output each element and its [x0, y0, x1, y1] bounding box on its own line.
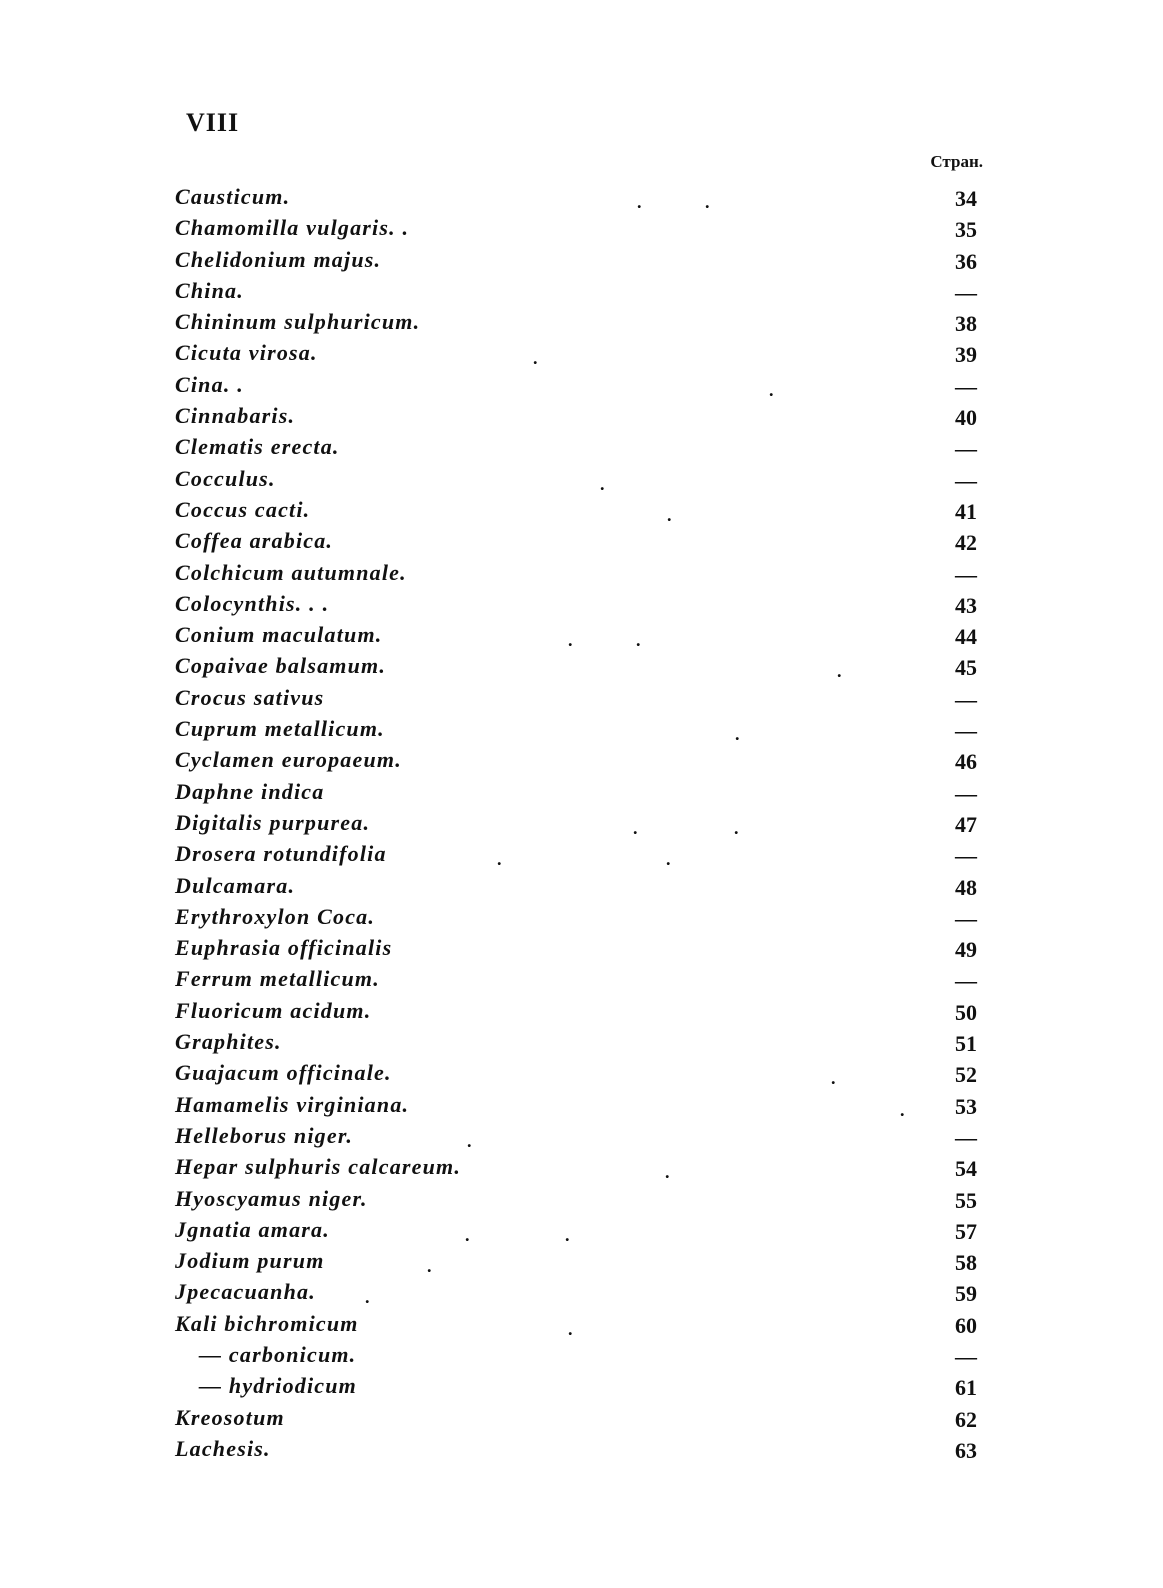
leader-dot: . — [900, 1099, 905, 1120]
list-item — [175, 1214, 985, 1245]
entry-page-number: — — [955, 905, 977, 931]
entry-page-number: 41 — [955, 498, 977, 524]
entry-name: China. — [175, 277, 244, 303]
entry-page-number: 53 — [955, 1093, 977, 1119]
list-item — [175, 463, 985, 494]
leader-dot: . — [633, 817, 638, 838]
leader-dot: . — [666, 849, 671, 870]
list-item — [175, 181, 985, 212]
list-item — [175, 337, 985, 368]
list-item — [175, 932, 985, 963]
table-of-contents — [175, 181, 985, 1464]
list-item — [175, 1370, 985, 1401]
list-item — [175, 244, 985, 275]
entry-name: Coffea arabica. — [175, 528, 334, 554]
leader-dot: . — [637, 192, 642, 212]
entry-page-number: 43 — [955, 592, 977, 618]
list-item — [175, 744, 985, 775]
leader-dot: . — [636, 630, 641, 651]
list-item — [175, 1308, 985, 1339]
list-item — [175, 995, 985, 1026]
list-item — [175, 369, 985, 400]
entry-name: Copaivae balsamum. — [175, 653, 387, 679]
list-item — [175, 807, 985, 838]
entry-name: Digitalis purpurea. — [175, 809, 371, 835]
list-item — [175, 1402, 985, 1433]
list-item — [175, 682, 985, 713]
entry-page-number: — — [955, 561, 977, 587]
entry-page-number: 47 — [955, 811, 977, 837]
leader-dot: . — [427, 1256, 432, 1277]
page-column-header: Стран. — [930, 152, 983, 171]
entry-name: Lachesis. — [175, 1435, 271, 1461]
entry-page-number: 52 — [955, 1062, 977, 1088]
entry-name: Erythroxylon Coca. — [175, 903, 376, 929]
leader-dot: . — [734, 817, 739, 838]
entry-name: Cyclamen europaeum. — [175, 747, 402, 773]
entry-name: Chamomilla vulgaris. . — [175, 215, 410, 241]
entry-name: Conium maculatum. — [175, 622, 383, 648]
entry-page-number: 55 — [955, 1187, 977, 1213]
entry-page-number: 35 — [955, 217, 977, 243]
entry-name: Helleborus niger. — [175, 1122, 354, 1148]
entry-page-number: — — [955, 467, 977, 493]
list-item — [175, 1339, 985, 1370]
entry-name: Kreosotum — [175, 1404, 285, 1430]
list-item — [175, 619, 985, 650]
list-item — [175, 650, 985, 681]
entry-page-number: 36 — [955, 248, 977, 274]
entry-page-number: — — [955, 279, 977, 305]
list-item — [175, 963, 985, 994]
entry-name: Cocculus. — [175, 465, 276, 491]
entry-name: — hydriodicum — [199, 1373, 357, 1399]
list-item — [175, 306, 985, 337]
entry-page-number: — — [955, 436, 977, 462]
entry-page-number: 54 — [955, 1156, 977, 1182]
entry-page-number: — — [955, 718, 977, 744]
entry-name: Cicuta virosa. — [175, 340, 318, 366]
entry-name: Jodium purum — [175, 1248, 325, 1274]
entry-page-number: 46 — [955, 749, 977, 775]
list-item — [175, 400, 985, 431]
leader-dot: . — [831, 1068, 836, 1089]
entry-page-number: 39 — [955, 342, 977, 368]
entry-page-number: 58 — [955, 1250, 977, 1276]
entry-name: Cuprum metallicum. — [175, 716, 385, 742]
leader-dot: . — [565, 1224, 570, 1245]
entry-page-number: 40 — [955, 405, 977, 431]
entry-page-number: 49 — [955, 937, 977, 963]
entry-page-number: 63 — [955, 1437, 977, 1463]
entry-page-number: 57 — [955, 1218, 977, 1244]
entry-page-number: 34 — [955, 186, 977, 211]
entry-page-number: 38 — [955, 311, 977, 337]
entry-page-number: 51 — [955, 1031, 977, 1057]
entry-name: Coccus cacti. — [175, 496, 311, 522]
list-item — [175, 838, 985, 869]
leader-dot: . — [705, 192, 710, 212]
entry-name: Hamamelis virginiana. — [175, 1091, 410, 1117]
list-item — [175, 1433, 985, 1464]
entry-name: Chelidonium majus. — [175, 246, 382, 272]
leader-dot: . — [665, 1162, 670, 1183]
entry-name: — carbonicum. — [199, 1341, 357, 1367]
leader-dot: . — [465, 1224, 470, 1245]
list-item — [175, 1120, 985, 1151]
list-item — [175, 431, 985, 462]
entry-page-number: — — [955, 968, 977, 994]
leader-dot: . — [769, 379, 774, 400]
entry-name: Drosera rotundifolia — [175, 841, 387, 867]
entry-page-number: 48 — [955, 874, 977, 900]
list-item — [175, 713, 985, 744]
entry-page-number: — — [955, 1124, 977, 1150]
entry-name: Hyoscyamus niger. — [175, 1185, 368, 1211]
entry-page-number: 50 — [955, 999, 977, 1025]
list-item — [175, 1151, 985, 1182]
entry-name: Daphne indica — [175, 778, 325, 804]
leader-dot: . — [467, 1130, 472, 1151]
list-item — [175, 1245, 985, 1276]
list-item — [175, 901, 985, 932]
leader-dot: . — [667, 504, 672, 525]
entry-page-number: 60 — [955, 1312, 977, 1338]
entry-page-number: — — [955, 1343, 977, 1369]
entry-page-number: — — [955, 780, 977, 806]
entry-name: Guajacum officinale. — [175, 1060, 392, 1086]
list-item — [175, 1089, 985, 1120]
leader-dot: . — [568, 630, 573, 651]
entry-name: Fluoricum acidum. — [175, 997, 372, 1023]
entry-name: Causticum. — [175, 184, 291, 209]
entry-name: Cina. . — [175, 371, 244, 397]
entry-name: Cinnabaris. — [175, 403, 296, 429]
entry-page-number: 59 — [955, 1281, 977, 1307]
entry-name: Kali bichromicum — [175, 1310, 359, 1336]
entry-page-number: — — [955, 843, 977, 869]
entry-name: Jpecacuanha. — [175, 1279, 316, 1305]
list-item — [175, 1057, 985, 1088]
entry-page-number: 44 — [955, 624, 977, 650]
entry-page-number: 45 — [955, 655, 977, 681]
list-item — [175, 557, 985, 588]
list-item — [175, 275, 985, 306]
entry-name: Hepar sulphuris calcareum. — [175, 1154, 462, 1180]
entry-name: Dulcamara. — [175, 872, 296, 898]
entry-name: Graphites. — [175, 1029, 282, 1055]
entry-page-number: — — [955, 373, 977, 399]
list-item — [175, 212, 985, 243]
list-item — [175, 870, 985, 901]
entry-name: Crocus sativus — [175, 684, 325, 710]
entry-page-number: — — [955, 686, 977, 712]
leader-dot: . — [735, 724, 740, 745]
entry-page-number: 42 — [955, 530, 977, 556]
entry-page-number: 61 — [955, 1375, 977, 1401]
list-item — [175, 494, 985, 525]
page-number: VIII — [186, 108, 240, 137]
leader-dot: . — [497, 849, 502, 870]
entry-name: Jgnatia amara. — [175, 1216, 330, 1242]
leader-dot: . — [600, 473, 605, 494]
list-item — [175, 1026, 985, 1057]
entry-name: Colocynthis. . . — [175, 590, 330, 616]
leader-dot: . — [568, 1318, 573, 1339]
list-item — [175, 525, 985, 556]
entry-name: Chininum sulphuricum. — [175, 309, 421, 335]
list-item — [175, 1183, 985, 1214]
entry-name: Ferrum metallicum. — [175, 966, 380, 992]
leader-dot: . — [365, 1287, 370, 1308]
leader-dot: . — [533, 348, 538, 369]
leader-dot: . — [837, 661, 842, 682]
list-item — [175, 776, 985, 807]
entry-name: Euphrasia officinalis — [175, 935, 393, 961]
entry-name: Colchicum autumnale. — [175, 559, 407, 585]
list-item — [175, 588, 985, 619]
entry-page-number: 62 — [955, 1406, 977, 1432]
entry-name: Clematis erecta. — [175, 434, 340, 460]
list-item — [175, 1276, 985, 1307]
